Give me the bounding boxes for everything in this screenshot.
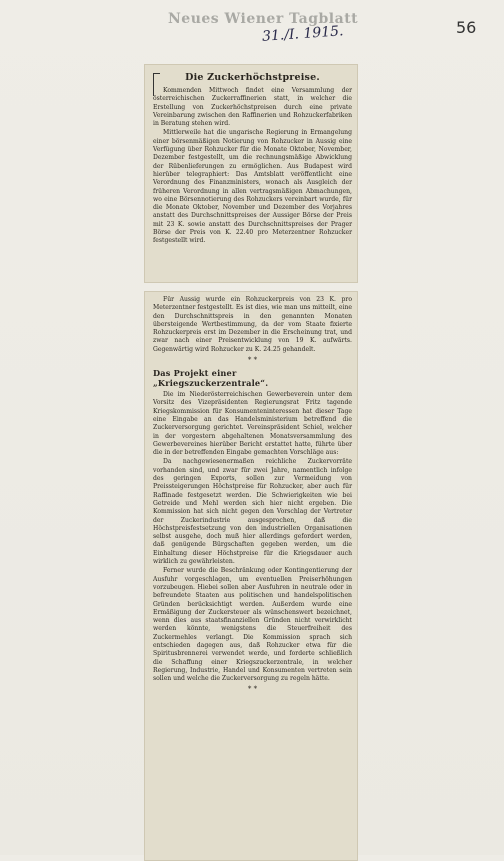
handwritten-date: 31./I. 1915. [261,23,344,45]
page-number: 56 [456,18,477,37]
separator-stars: * * [247,356,258,365]
separator-stars: * * [247,685,258,694]
paragraph: Mittlerweile hat die ungarische Regierung in Ermangelung einer börsenmäßigen Notierung von Rohzucker in Aussig eine Verfügung über Rohzucker für die Monate Oktober, November, Dezember festgestellt, um die rechnungsmäßige Abwicklung der Rübenlieferungen zu ermöglichen. Aus Budapest wird hierüber telegraphiert: Das Amtsblatt veröffentlicht eine Verordnung des Finanzministers, wonach als Ausgleich der früheren Verordnung in allen vertragsmäßigen Abmachungen, wo eine Börsennotierung des Rohzuckers vereinbart wurde, für die Monate Oktober, November und Dezember des Vorjahres anstatt des Durchschnittspreises der Aussiger Börse der Preis mit 23 K. sowie anstatt des Durchschnittspreises der Prager Börse der Preis von K. 22.40 pro Meterzentner Rohzucker festgestellt wird. [153,129,352,245]
article-headline: Die Zuckerhöchstpreise. [185,72,320,83]
clipping-lower [144,291,358,861]
paragraph: Die im Niederösterreichischen Gewerbeverein unter dem Vorsitz des Vizepräsidenten Regierungsrat Fritz tagende Kriegskommission für Konsumenteninteressen hat dieser Tage eine Eingabe an das Handelsministerium betreffend die Zuckerversorgung gerichtet. Vereinspräsident Schiel, welcher in der vorgestern abgehaltenen Monatsversammlung des Gewerbevereines hierüber Bericht erstattet hatte, führte über die in der betreffenden Eingabe gemachten Vorschläge aus: [153,391,352,457]
paragraph: Ferner wurde die Beschränkung oder Kontingentierung der Ausfuhr vorgeschlagen, um eventuellen Preiserhöhungen vorzubeugen. Hiebei sollen aber Ausfuhren in neutrale oder in befreundete Staaten aus politischen und handelspolitischen Gründen berücksichtigt werden. Außerdem wurde eine Ermäßigung der Zuckersteuer als wünschenswert bezeichnet, wenn dies aus staatsfinanziellen Gründen nicht verwirklicht werden könnte, wenigstens die Steuerfreiheit des Zuckermehles verlangt. Die Kommission sprach sich entschieden dagegen aus, daß Rohzucker etwa für die Spiritusbrennerei verwendet werde, und forderte schließlich die Schaffung einer Kriegszuckerzentrale, in welcher Regierung, Industrie, Handel und Konsumenten vertreten sein sollen und welche die Zuckerversorgung zu regeln hätte. [153,567,352,683]
paragraph: Kommenden Mittwoch findet eine Versammlung der österreichischen Zuckerraffinerien statt, in welcher die Erstellung von Zuckerhöchstpreisen durch eine private Vereinbarung zwischen den Raffinerien und Rohzuckerfabriken in Beratung stehen wird. [153,87,352,128]
bracket-mark [153,73,160,96]
paragraph: Für Aussig wurde ein Rohzuckerpreis von 23 K. pro Meterzentner festgestellt. Es ist dies, wie man uns mitteilt, eine den Durchschnittspreis in den genannten Monaten übersteigende Wertbestimmung, da der vom Staate fixierte Rohzuckerpreis erst im Dezember in die Erscheinung trat, und zwar nach einer Preisentwicklung von 19 K. aufwärts. Gegenwärtig wird Rohzucker zu K. 24.25 gehandelt. [153,296,352,353]
paragraph: Da nachgewiesenermaßen reichliche Zuckervorräte vorhanden sind, und zwar für zwei Jahre, namentlich infolge des geringen Exports, sollen zur Vermeidung von Preissteigerungen Höchstpreise für Rohzucker, aber auch für Raffinade festgesetzt werden. Die Schwierigkeiten wie bei Getreide und Mehl werden sich hier nicht ergeben. Die Kommission hat sich nicht gegen den Vorschlag der Vertreter der Zuckerindustrie ausgesprochen, daß die Höchstpreisfestsetzung von den industriellen Organisationen selbst ausgehe, doch muß hier allerdings gefordert werden, daß genügende Bürgschaften gegeben werden, um die Einhaltung dieser Höchstpreise für die Kriegsdauer auch wirklich zu gewährleisten. [153,458,352,566]
clipping-upper [144,64,358,283]
section-headline: Das Projekt einer „Kriegszuckerzentrale“. [153,368,269,389]
newspaper-stamp: Neues Wiener Tagblatt [168,11,359,27]
